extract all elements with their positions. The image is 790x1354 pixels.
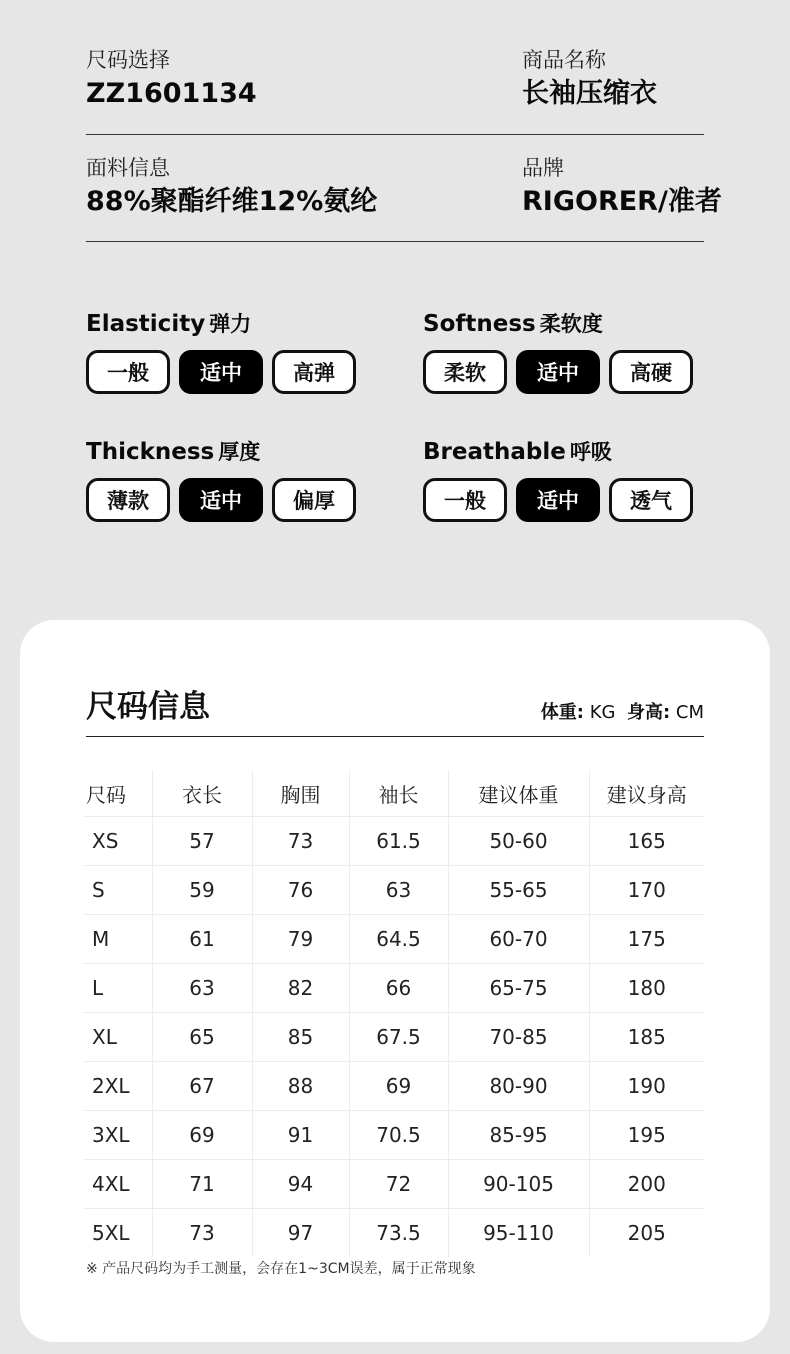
brand-value: RIGORER/准者 (522, 186, 722, 217)
option-pill-selected[interactable]: 适中 (179, 350, 263, 394)
table-cell: 60-70 (448, 915, 589, 964)
table-cell: 70-85 (448, 1013, 589, 1062)
attr-title-cn: 柔软度 (539, 312, 603, 336)
table-cell: 65 (152, 1013, 252, 1062)
option-pill-selected[interactable]: 适中 (179, 478, 263, 522)
brand-label: 品牌 (522, 156, 564, 180)
product-name-value: 长袖压缩衣 (522, 78, 657, 109)
table-cell: 67 (152, 1062, 252, 1111)
size-chart-title: 尺码信息 (86, 689, 210, 725)
table-cell: 195 (589, 1111, 704, 1160)
table-cell: 2XL (84, 1062, 152, 1111)
table-row (84, 1111, 704, 1160)
table-cell: 69 (349, 1062, 448, 1111)
table-cell: 97 (252, 1209, 349, 1258)
table-cell: 82 (252, 964, 349, 1013)
thickness-options (86, 478, 356, 522)
table-cell: 185 (589, 1013, 704, 1062)
weight-label: 体重: (540, 702, 584, 723)
table-cell: 91 (252, 1111, 349, 1160)
attr-title-cn: 呼吸 (569, 440, 612, 464)
option-pill[interactable]: 高弹 (272, 350, 356, 394)
table-cell: 61 (152, 915, 252, 964)
table-cell: 94 (252, 1160, 349, 1209)
breathable-options (423, 478, 693, 522)
option-pill-selected[interactable]: 适中 (516, 478, 600, 522)
table-cell: 67.5 (349, 1013, 448, 1062)
table-cell: 55-65 (448, 866, 589, 915)
table-row (84, 1013, 704, 1062)
height-label: 身高: (626, 702, 671, 723)
table-cell: 61.5 (349, 817, 448, 866)
table-cell: 85-95 (448, 1111, 589, 1160)
table-cell: 80-90 (448, 1062, 589, 1111)
attr-title-en: Breathable (423, 439, 566, 465)
height-unit: CM (675, 702, 704, 723)
option-pill[interactable]: 一般 (86, 350, 170, 394)
table-cell: 70.5 (349, 1111, 448, 1160)
table-cell: 79 (252, 915, 349, 964)
divider (86, 736, 704, 737)
column-header: 建议体重 (448, 770, 589, 817)
table-cell: 73 (152, 1209, 252, 1258)
table-cell: XS (84, 817, 152, 866)
table-cell: 85 (252, 1013, 349, 1062)
table-cell: 3XL (84, 1111, 152, 1160)
table-row (84, 915, 704, 964)
attr-title-en: Elasticity (86, 311, 206, 337)
column-header: 袖长 (349, 770, 448, 817)
softness-title (423, 310, 603, 338)
table-row (84, 1062, 704, 1111)
table-cell: 88 (252, 1062, 349, 1111)
attr-title-cn: 弹力 (209, 312, 252, 336)
table-row (84, 866, 704, 915)
brand-info (522, 155, 722, 219)
table-header-row (84, 770, 704, 817)
table-cell: 57 (152, 817, 252, 866)
product-name-label: 商品名称 (522, 48, 606, 72)
table-cell: 59 (152, 866, 252, 915)
table-cell: 205 (589, 1209, 704, 1258)
table-cell: 76 (252, 866, 349, 915)
softness-options (423, 350, 693, 394)
table-cell: 71 (152, 1160, 252, 1209)
fabric-label: 面料信息 (86, 156, 170, 180)
column-header: 建议身高 (606, 782, 687, 807)
table-cell: 170 (589, 866, 704, 915)
thickness-title (86, 438, 260, 466)
table-row (84, 1209, 704, 1258)
table-cell: 95-110 (448, 1209, 589, 1258)
column-header: 尺码 (84, 770, 152, 817)
fabric-value: 88%聚酯纤维12%氨纶 (86, 186, 378, 217)
table-cell: 73.5 (349, 1209, 448, 1258)
table-cell: 63 (152, 964, 252, 1013)
weight-unit: KG (589, 702, 616, 723)
table-row (84, 1160, 704, 1209)
divider (86, 241, 704, 242)
table-cell: 69 (152, 1111, 252, 1160)
table-cell: 5XL (84, 1209, 152, 1258)
option-pill[interactable]: 透气 (609, 478, 693, 522)
table-cell: XL (84, 1013, 152, 1062)
elasticity-title (86, 310, 251, 338)
table-cell: 180 (589, 964, 704, 1013)
divider (86, 134, 704, 135)
option-pill[interactable]: 薄款 (86, 478, 170, 522)
size-chart-units (541, 702, 704, 724)
measurement-note: ※ 产品尺码均为手工测量，会存在1~3CM误差，属于正常现象 (86, 1261, 476, 1277)
size-select-label: 尺码选择 (86, 48, 170, 72)
option-pill[interactable]: 偏厚 (272, 478, 356, 522)
table-cell: 64.5 (349, 915, 448, 964)
attr-title-en: Softness (423, 311, 536, 337)
size-select-value: ZZ1601134 (86, 78, 257, 109)
table-cell: 200 (589, 1160, 704, 1209)
table-cell: 73 (252, 817, 349, 866)
breathable-title (423, 438, 612, 466)
elasticity-options (86, 350, 356, 394)
table-row (84, 964, 704, 1013)
attr-title-en: Thickness (86, 439, 215, 465)
table-cell: 65-75 (448, 964, 589, 1013)
table-cell: 63 (349, 866, 448, 915)
option-pill[interactable]: 柔软 (423, 350, 507, 394)
product-name-info (522, 47, 657, 111)
attr-title-cn: 厚度 (218, 440, 261, 464)
table-cell: 175 (589, 915, 704, 964)
fabric-info (86, 155, 377, 219)
table-cell: 66 (349, 964, 448, 1013)
table-cell: 72 (349, 1160, 448, 1209)
size-chart-card (20, 620, 770, 1342)
column-header: 衣长 (152, 770, 252, 817)
table-cell: 190 (589, 1062, 704, 1111)
table-cell: 4XL (84, 1160, 152, 1209)
table-cell: M (84, 915, 152, 964)
table-cell: 90-105 (448, 1160, 589, 1209)
size-table (84, 770, 704, 1257)
table-cell: 165 (589, 817, 704, 866)
option-pill[interactable]: 一般 (423, 478, 507, 522)
size-select-info (86, 47, 257, 111)
table-cell: 50-60 (448, 817, 589, 866)
option-pill-selected[interactable]: 适中 (516, 350, 600, 394)
column-header: 胸围 (252, 770, 349, 817)
table-cell: S (84, 866, 152, 915)
table-cell: L (84, 964, 152, 1013)
table-row (84, 817, 704, 866)
option-pill[interactable]: 高硬 (609, 350, 693, 394)
